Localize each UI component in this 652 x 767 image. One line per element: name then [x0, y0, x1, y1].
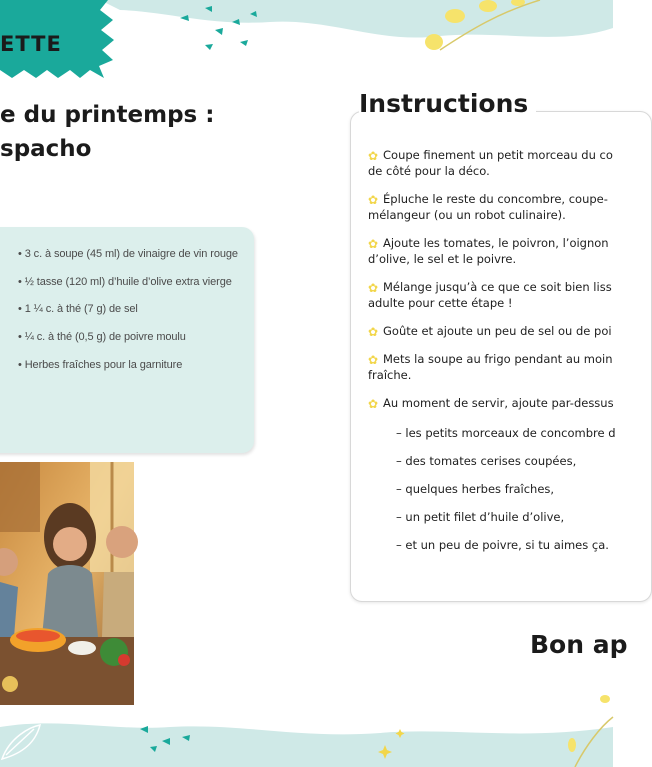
sub-item: – quelques herbes fraîches,: [396, 482, 555, 496]
instruction-step: [368, 351, 628, 383]
instructions-steps: [368, 147, 628, 565]
instruction-step: [368, 147, 628, 179]
badge-label: ETTE: [0, 32, 62, 56]
photo-illustration: [0, 462, 134, 705]
ingredients-list: [0, 227, 254, 383]
title-line-2: spacho: [0, 136, 92, 162]
step-text: d’olive, le sel et le poivre.: [368, 252, 517, 266]
ingredient-item: • ½ tasse (120 ml) d’huile d’olive extra vierge: [18, 275, 232, 288]
sub-item: – les petits morceaux de concombre d: [396, 426, 616, 440]
step-text: mélangeur (ou un robot culinaire).: [368, 208, 566, 222]
cooking-photo: [0, 462, 134, 705]
ingredient-item: • 3 c. à soupe (45 ml) de vinaigre de vin rouge: [18, 248, 238, 260]
page-title: [0, 98, 214, 166]
title-line-1: e du printemps :: [0, 102, 215, 128]
sub-item: – des tomates cerises coupées,: [396, 454, 577, 468]
instruction-step: [368, 395, 628, 411]
step-text: de côté pour la déco.: [368, 164, 490, 178]
instruction-step: [368, 279, 628, 311]
flower-bullet-icon: ✿: [368, 353, 379, 367]
instruction-step: [368, 191, 628, 223]
step-text: Mélange jusqu’à ce que ce soit bien liss: [383, 280, 612, 294]
flower-bullet-icon: ✿: [368, 237, 379, 251]
step-text: Mets la soupe au frigo pendant au moin: [383, 352, 613, 366]
ingredient-item: • Herbes fraîches pour la garniture: [18, 358, 183, 371]
step-text: adulte pour cette étape !: [368, 296, 513, 310]
flower-bullet-icon: ✿: [368, 281, 379, 295]
sub-item: – un petit filet d’huile d’olive,: [396, 510, 565, 524]
step-text: Au moment de servir, ajoute par-dessus: [383, 396, 614, 410]
sub-item: – et un peu de poivre, si tu aimes ça.: [396, 538, 609, 552]
step-text: fraîche.: [368, 368, 412, 382]
step-text: Ajoute les tomates, le poivron, l’oignon: [383, 236, 609, 250]
ingredients-card: [0, 227, 254, 453]
step-text: Épluche le reste du concombre, coupe-: [383, 192, 608, 206]
flower-bullet-icon: ✿: [368, 193, 379, 207]
bottom-wave-decoration: [0, 697, 613, 767]
flower-bullet-icon: ✿: [368, 397, 379, 411]
step-text: Goûte et ajoute un peu de sel ou de poi: [383, 324, 612, 338]
instruction-step: [368, 323, 628, 339]
ingredient-item: • 1 ¼ c. à thé (7 g) de sel: [18, 303, 138, 316]
flower-bullet-icon: ✿: [368, 149, 379, 163]
step-text: Coupe finement un petit morceau du co: [383, 148, 613, 162]
instructions-heading: Instructions: [359, 89, 536, 118]
signoff-text: Bon ap: [530, 630, 628, 659]
instruction-step: [368, 235, 628, 267]
ingredient-item: • ¼ c. à thé (0,5 g) de poivre moulu: [18, 331, 186, 344]
flower-bullet-icon: ✿: [368, 325, 379, 339]
